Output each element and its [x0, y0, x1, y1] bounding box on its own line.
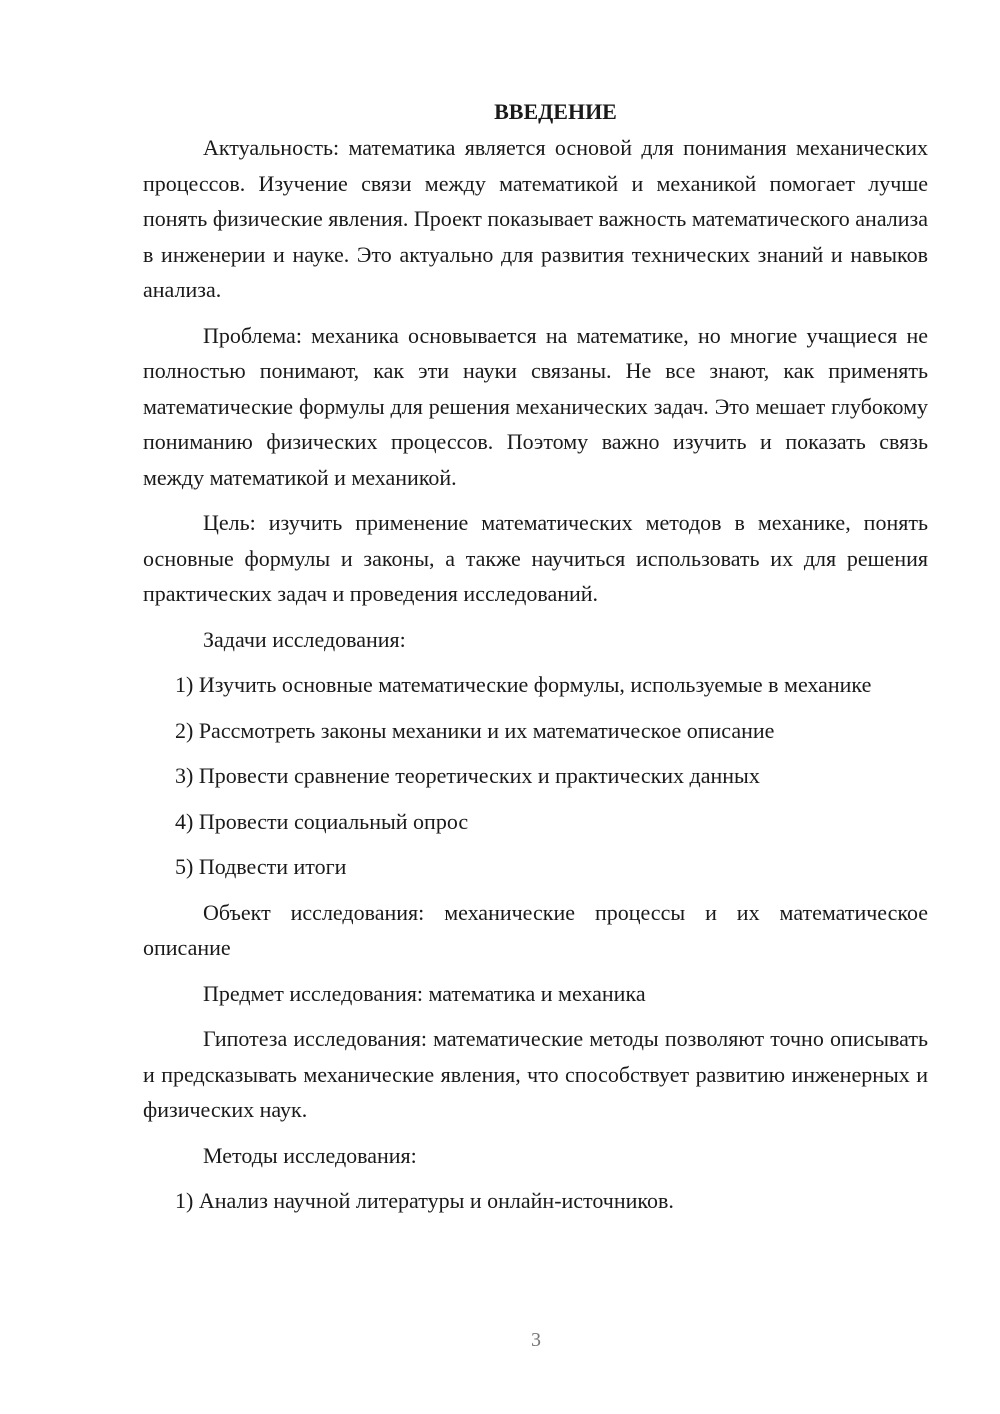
task-item-5: 5) Подвести итоги [175, 854, 347, 879]
hypothesis-paragraph: Гипотеза исследования: математические методы позволяют точно описывать и предсказывать механические явления, что способствует развитию инженерных и физических наук. [143, 1026, 928, 1122]
task-item-4: 4) Провести социальный опрос [175, 808, 469, 834]
problem-paragraph: Проблема: механика основывается на математике, но многие учащиеся не полностью понимают, как эти науки связаны. Не все знают, как применять математические формулы для решения механических задач. Это мешает глубокому пониманию физических процессов. Поэтому важно изучить и показать связь между математикой и механикой. [143, 322, 928, 490]
task-item-1: 1) Изучить основные математические формулы, используемые в механике [175, 672, 872, 697]
object-paragraph: Объект исследования: механические процессы и их математическое описание [143, 899, 928, 960]
section-title: ВВЕДЕНИЕ [494, 99, 617, 124]
subject-paragraph: Предмет исследования: математика и механика [203, 980, 646, 1006]
methods-heading: Методы исследования: [203, 1142, 417, 1168]
method-item-1: 1) Анализ научной литературы и онлайн-источников. [175, 1188, 674, 1213]
goal-paragraph: Цель: изучить применение математических методов в механике, понять основные формулы и законы, а также научиться использовать их для решения практических задач и проведения исследований. [143, 510, 928, 606]
page-content [143, 94, 928, 1229]
task-item-2: 2) Рассмотреть законы механики и их математическое описание [175, 717, 775, 743]
task-item-3: 3) Провести сравнение теоретических и практических данных [175, 763, 760, 788]
tasks-heading: Задачи исследования: [203, 626, 406, 652]
page-number: 3 [531, 1329, 541, 1351]
relevance-paragraph: Актуальность: математика является основой для понимания механических процессов. Изучение связи между математикой и механикой помогает лучше понять физические явления. Проект показывает важность математического анализа в инженерии и науке. Это актуально для развития технических знаний и навыков анализа. [143, 135, 928, 302]
